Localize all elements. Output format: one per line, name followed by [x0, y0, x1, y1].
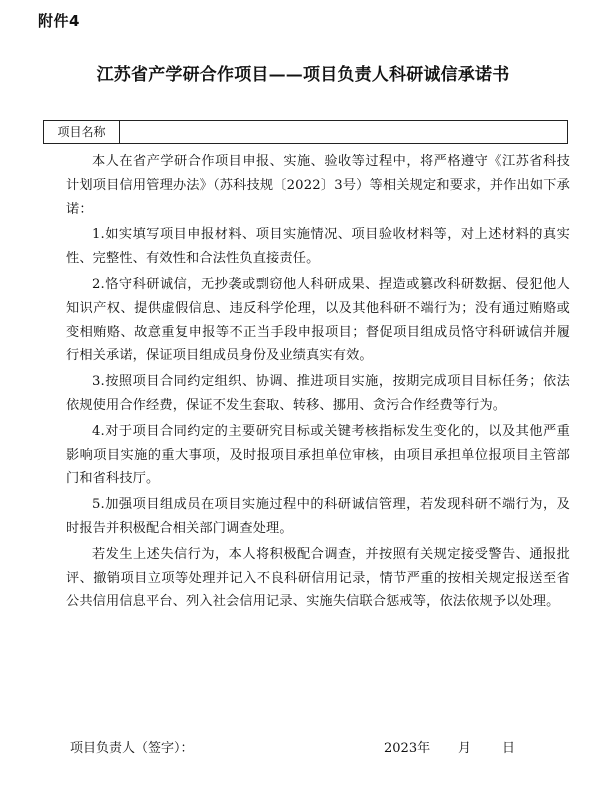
project-name-row [43, 120, 568, 144]
signature-month: 月 [458, 741, 472, 756]
intro-paragraph: 本人在省产学研合作项目申报、实施、验收等过程中，将严格遵守《江苏省科技计划项目信用管理办法》（苏科技规〔2022〕3号）等相关规定和要求，并作出如下承诺： [66, 154, 570, 217]
commitment-item-1: 1.如实填写项目申报材料、项目实施情况、项目验收材料等，对上述材料的真实性、完整性、有效性和合法性负直接责任。 [66, 227, 570, 267]
document-title: 江苏省产学研合作项目——项目负责人科研诚信承诺书 [96, 65, 510, 85]
signature-label: 项目负责人（签字）： [70, 741, 194, 756]
signature-year: 2023年 [384, 741, 431, 756]
commitment-item-3: 3.按照项目合同约定组织、协调、推进项目实施，按期完成项目目标任务；依法依规使用合作经费，保证不发生套取、转移、挪用、贪污合作经费等行为。 [66, 374, 570, 413]
annex-label: 附件4 [38, 12, 80, 30]
project-name-label: 项目名称 [44, 121, 120, 143]
commitment-body [66, 150, 570, 616]
commitment-item-5: 5.加强项目组成员在项目实施过程中的科研诚信管理，若发现科研不端行为，及时报告并积极配合相关部门调查处理。 [66, 497, 570, 536]
violation-clause: 若发生上述失信行为，本人将积极配合调查，并按照有关规定接受警告、通报批评、撤销项目立项等处理并记入不良科研信用记录，情节严重的按相关规定报送至省公共信用信息平台、列入社会信用记录、实施失信联合惩戒等，依法依规予以处理。 [66, 546, 570, 610]
signature-day: 日 [502, 741, 516, 756]
project-name-field[interactable] [120, 121, 567, 143]
commitment-item-2: 2.恪守科研诚信，无抄袭或剽窃他人科研成果、捏造或篡改科研数据、侵犯他人知识产权、提供虚假信息、违反科学伦理，以及其他科研不端行为；没有通过贿赂或变相贿赂、故意重复申报等不正当手段申报项目；督促项目组成员恪守科研诚信并履行相关承诺，保证项目组成员身份及业绩真实有效。 [66, 276, 570, 364]
commitment-item-4: 4.对于项目合同约定的主要研究目标或关键考核指标发生变化的，以及其他严重影响项目实施的重大事项，及时报项目承担单位审核，由项目承担单位报项目主管部门和省科技厅。 [66, 423, 570, 487]
